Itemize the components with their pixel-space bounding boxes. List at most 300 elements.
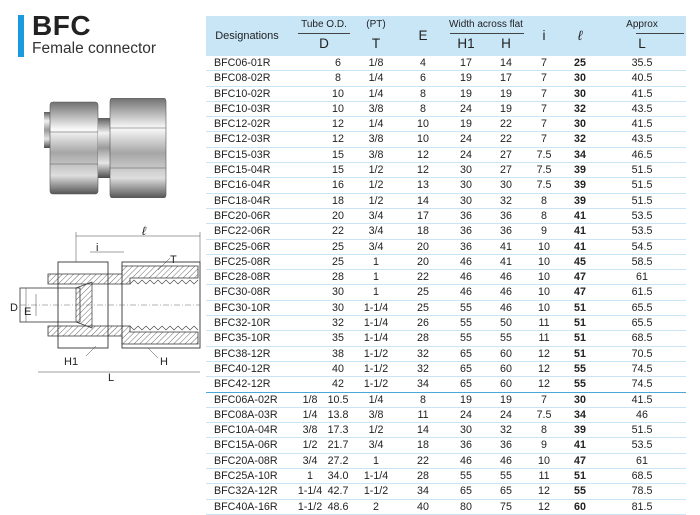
i-cell: 12 xyxy=(538,500,550,513)
i-cell: 7.5 xyxy=(536,408,552,421)
length-cell: 35.5 xyxy=(631,57,653,69)
table-row xyxy=(206,101,686,116)
thread-cell: 3/8 xyxy=(368,133,384,146)
ell-cell: 55 xyxy=(574,485,586,498)
thread-cell: 1-1/4 xyxy=(363,317,389,330)
thread-cell: 3/4 xyxy=(368,225,384,238)
e-cell: 34 xyxy=(417,485,429,498)
tube-od-fraction-cell xyxy=(296,132,324,147)
e-cell: 8 xyxy=(420,87,426,100)
designation-cell: BFC32-10R xyxy=(214,317,271,330)
tube-od-cell: 42 xyxy=(332,378,344,391)
i-cell: 11 xyxy=(538,332,550,345)
tube-od-cell: 20 xyxy=(332,209,344,222)
e-cell: 25 xyxy=(417,301,429,314)
tube-od-cell: 17.3 xyxy=(327,424,349,437)
tube-od-cell: 12 xyxy=(332,133,344,146)
tube-od-cell: 35 xyxy=(332,332,344,345)
thread-cell: 1 xyxy=(373,271,379,284)
thread-cell: 1/2 xyxy=(368,179,384,192)
h-cell: 46 xyxy=(500,454,512,467)
table-row xyxy=(206,270,686,285)
tube-od-fraction-cell xyxy=(296,331,324,346)
length-cell: 53.5 xyxy=(631,225,653,238)
label-ell: ℓ xyxy=(142,224,146,238)
h-cell: 27 xyxy=(500,164,512,177)
designation-cell: BFC06-01R xyxy=(214,57,271,69)
tube-od-fraction-cell: 1/2 xyxy=(302,439,318,452)
thread-cell: 1/2 xyxy=(368,194,384,207)
col-t: T xyxy=(371,36,381,51)
table-row xyxy=(206,453,686,468)
ell-cell: 41 xyxy=(574,209,586,222)
thread-cell: 1/2 xyxy=(368,164,384,177)
designation-cell: BFC22-06R xyxy=(214,225,271,238)
ell-cell: 32 xyxy=(574,102,586,115)
length-cell: 65.5 xyxy=(631,301,653,314)
length-cell: 46.5 xyxy=(631,148,653,161)
thread-cell: 1 xyxy=(373,286,379,299)
tube-od-fraction-cell xyxy=(296,361,324,376)
col-h1: H1 xyxy=(457,36,475,51)
e-cell: 32 xyxy=(417,347,429,360)
table-row xyxy=(206,86,686,101)
i-cell: 10 xyxy=(538,286,550,299)
h1-cell: 80 xyxy=(460,500,472,513)
i-cell: 10 xyxy=(538,255,550,268)
e-cell: 34 xyxy=(417,378,429,391)
e-cell: 8 xyxy=(420,102,426,115)
length-cell: 65.5 xyxy=(631,317,653,330)
thread-cell: 2 xyxy=(373,500,379,513)
h-cell: 55 xyxy=(500,470,512,483)
thread-cell: 1-1/2 xyxy=(363,347,389,360)
ell-cell: 55 xyxy=(574,362,586,375)
designation-cell: BFC18-04R xyxy=(214,194,271,207)
table-row xyxy=(206,300,686,315)
designation-cell: BFC25A-10R xyxy=(214,470,278,483)
tube-od-fraction-cell xyxy=(296,56,324,71)
i-cell: 7.5 xyxy=(536,164,552,177)
h1-cell: 46 xyxy=(460,286,472,299)
h-cell: 17 xyxy=(500,72,512,85)
tube-od-fraction-cell xyxy=(296,270,324,285)
table-row xyxy=(206,178,686,193)
thread-cell: 1-1/4 xyxy=(363,301,389,314)
table-row xyxy=(206,132,686,147)
h1-cell: 30 xyxy=(460,194,472,207)
length-cell: 61 xyxy=(636,454,648,467)
h-cell: 22 xyxy=(500,118,512,131)
table-row xyxy=(206,331,686,346)
h-cell: 46 xyxy=(500,301,512,314)
table-row xyxy=(206,423,686,438)
e-cell: 17 xyxy=(417,209,429,222)
thread-cell: 3/4 xyxy=(368,209,384,222)
table-row xyxy=(206,469,686,484)
e-cell: 8 xyxy=(420,393,426,406)
tube-od-fraction-cell xyxy=(296,224,324,239)
tube-od-fraction-cell xyxy=(296,208,324,223)
e-cell: 26 xyxy=(417,317,429,330)
h1-cell: 65 xyxy=(460,347,472,360)
i-cell: 10 xyxy=(538,240,550,253)
designation-cell: BFC38-12R xyxy=(214,347,271,360)
tube-od-fraction-cell xyxy=(296,117,324,132)
i-cell: 7 xyxy=(541,393,547,406)
table-row xyxy=(206,407,686,422)
h1-cell: 55 xyxy=(460,470,472,483)
tube-od-cell: 32 xyxy=(332,317,344,330)
tube-od-cell: 8 xyxy=(335,72,341,85)
tube-od-cell: 13.8 xyxy=(327,408,349,421)
i-cell: 7 xyxy=(541,102,547,115)
label-i: i xyxy=(96,242,99,254)
ell-cell: 47 xyxy=(574,454,586,467)
length-cell: 70.5 xyxy=(631,347,653,360)
h-cell: 36 xyxy=(500,209,512,222)
h-cell: 32 xyxy=(500,424,512,437)
designation-cell: BFC10-03R xyxy=(214,102,271,115)
tube-od-cell: 48.6 xyxy=(327,500,349,513)
col-i: i xyxy=(542,28,546,43)
ell-cell: 39 xyxy=(574,179,586,192)
tube-od-cell: 15 xyxy=(332,148,344,161)
table-row xyxy=(206,224,686,239)
ell-cell: 39 xyxy=(574,164,586,177)
table-row xyxy=(206,56,686,71)
tube-od-fraction-cell xyxy=(296,239,324,254)
col-d: D xyxy=(319,36,329,51)
e-cell: 40 xyxy=(417,500,429,513)
h1-cell: 65 xyxy=(460,362,472,375)
tube-od-fraction-cell: 3/4 xyxy=(302,454,318,467)
tube-od-cell: 38 xyxy=(332,347,344,360)
designation-cell: BFC08-02R xyxy=(214,72,271,85)
e-cell: 18 xyxy=(417,439,429,452)
ell-cell: 30 xyxy=(574,393,586,406)
e-cell: 6 xyxy=(420,72,426,85)
h1-cell: 46 xyxy=(460,271,472,284)
table-row xyxy=(206,239,686,254)
tube-od-cell: 27.2 xyxy=(327,454,349,467)
h-cell: 65 xyxy=(500,485,512,498)
col-tube-od: Tube O.D. xyxy=(301,19,347,30)
designation-cell: BFC25-06R xyxy=(214,240,271,253)
h-cell: 19 xyxy=(500,87,512,100)
table-row xyxy=(206,193,686,208)
ell-cell: 51 xyxy=(574,317,586,330)
h1-cell: 46 xyxy=(460,454,472,467)
tube-od-cell: 16 xyxy=(332,179,344,192)
designation-cell: BFC30-10R xyxy=(214,301,271,314)
length-cell: 61.5 xyxy=(631,286,653,299)
tube-od-cell: 40 xyxy=(332,362,344,375)
length-cell: 43.5 xyxy=(631,102,653,115)
table-row xyxy=(206,254,686,269)
i-cell: 12 xyxy=(538,347,550,360)
tube-od-cell: 10 xyxy=(332,87,344,100)
i-cell: 10 xyxy=(538,301,550,314)
thread-cell: 1-1/4 xyxy=(363,470,389,483)
tube-od-fraction-cell xyxy=(296,147,324,162)
designation-cell: BFC30-08R xyxy=(214,286,271,299)
table-row xyxy=(206,499,686,514)
thread-cell: 3/4 xyxy=(368,439,384,452)
designation-cell: BFC25-08R xyxy=(214,255,271,268)
i-cell: 7 xyxy=(541,87,547,100)
length-cell: 53.5 xyxy=(631,439,653,452)
i-cell: 10 xyxy=(538,271,550,284)
length-cell: 41.5 xyxy=(631,393,653,406)
tube-od-fraction-cell xyxy=(296,346,324,361)
length-cell: 53.5 xyxy=(631,209,653,222)
e-cell: 10 xyxy=(417,118,429,131)
accent-bar xyxy=(18,15,24,57)
h1-cell: 55 xyxy=(460,317,472,330)
h1-cell: 30 xyxy=(460,179,472,192)
e-cell: 12 xyxy=(417,148,429,161)
i-cell: 9 xyxy=(541,439,547,452)
h1-cell: 24 xyxy=(460,148,472,161)
tube-od-fraction-cell xyxy=(296,254,324,269)
ell-cell: 30 xyxy=(574,87,586,100)
label-d: D xyxy=(10,302,18,314)
i-cell: 7 xyxy=(541,57,547,69)
length-cell: 51.5 xyxy=(631,424,653,437)
i-cell: 10 xyxy=(538,454,550,467)
tube-od-fraction-cell: 1/8 xyxy=(302,393,318,406)
h-cell: 75 xyxy=(500,500,512,513)
e-cell: 20 xyxy=(417,240,429,253)
table-row xyxy=(206,316,686,331)
h-cell: 36 xyxy=(500,439,512,452)
ell-cell: 45 xyxy=(574,255,586,268)
tube-od-cell: 12 xyxy=(332,118,344,131)
designation-cell: BFC20-06R xyxy=(214,209,271,222)
ell-cell: 34 xyxy=(574,148,586,161)
h1-cell: 36 xyxy=(460,240,472,253)
tube-od-cell: 25 xyxy=(332,240,344,253)
h-cell: 41 xyxy=(500,255,512,268)
tube-od-fraction-cell: 1-1/4 xyxy=(297,485,323,498)
i-cell: 12 xyxy=(538,485,550,498)
col-ell: ℓ xyxy=(577,28,583,43)
tube-od-cell: 28 xyxy=(332,271,344,284)
designation-cell: BFC10-02R xyxy=(214,87,271,100)
h-cell: 55 xyxy=(500,332,512,345)
i-cell: 12 xyxy=(538,362,550,375)
designation-cell: BFC15-03R xyxy=(214,148,271,161)
h1-cell: 55 xyxy=(460,301,472,314)
ell-cell: 34 xyxy=(574,408,586,421)
tube-od-cell: 30 xyxy=(332,301,344,314)
designation-cell: BFC10A-04R xyxy=(214,424,278,437)
length-cell: 43.5 xyxy=(631,133,653,146)
thread-cell: 3/8 xyxy=(368,408,384,421)
thread-cell: 1-1/2 xyxy=(363,485,389,498)
length-cell: 54.5 xyxy=(631,240,653,253)
tube-od-cell: 25 xyxy=(332,255,344,268)
length-cell: 46 xyxy=(636,408,648,421)
thread-cell: 1/8 xyxy=(368,57,384,69)
h1-cell: 36 xyxy=(460,439,472,452)
h-cell: 24 xyxy=(500,408,512,421)
e-cell: 22 xyxy=(417,454,429,467)
thread-cell: 1-1/4 xyxy=(363,332,389,345)
i-cell: 12 xyxy=(538,378,550,391)
i-cell: 7.5 xyxy=(536,179,552,192)
h-cell: 60 xyxy=(500,347,512,360)
i-cell: 11 xyxy=(538,317,550,330)
table-row xyxy=(206,163,686,178)
designation-cell: BFC35-10R xyxy=(214,332,271,345)
ell-cell: 51 xyxy=(574,301,586,314)
ell-cell: 51 xyxy=(574,332,586,345)
ell-cell: 51 xyxy=(574,470,586,483)
ell-cell: 39 xyxy=(574,424,586,437)
h1-cell: 30 xyxy=(460,424,472,437)
e-cell: 18 xyxy=(417,225,429,238)
i-cell: 7.5 xyxy=(536,148,552,161)
table-row xyxy=(206,147,686,162)
thread-cell: 3/8 xyxy=(368,102,384,115)
ell-cell: 30 xyxy=(574,118,586,131)
label-e: E xyxy=(24,306,32,318)
e-cell: 4 xyxy=(420,57,426,69)
i-cell: 11 xyxy=(538,470,550,483)
ell-cell: 60 xyxy=(574,500,586,513)
e-cell: 14 xyxy=(417,194,429,207)
tube-od-fraction-cell xyxy=(296,163,324,178)
col-approx: Approx xyxy=(626,19,658,30)
h-cell: 14 xyxy=(500,57,512,69)
e-cell: 10 xyxy=(417,133,429,146)
length-cell: 68.5 xyxy=(631,332,653,345)
e-cell: 25 xyxy=(417,286,429,299)
table-row xyxy=(206,208,686,223)
col-e: E xyxy=(418,28,428,43)
h-cell: 36 xyxy=(500,225,512,238)
tube-od-fraction-cell: 1 xyxy=(307,470,313,483)
tube-od-fraction-cell xyxy=(296,316,324,331)
tube-od-cell: 10 xyxy=(332,102,344,115)
product-code: BFC xyxy=(32,10,92,41)
product-name: Female connector xyxy=(32,40,157,57)
e-cell: 22 xyxy=(417,271,429,284)
length-cell: 51.5 xyxy=(631,179,653,192)
h1-cell: 55 xyxy=(460,332,472,345)
h1-cell: 19 xyxy=(460,118,472,131)
ell-cell: 25 xyxy=(574,57,586,69)
designation-cell: BFC20A-08R xyxy=(214,454,278,467)
cross-section-drawing xyxy=(18,222,206,392)
label-h1: H1 xyxy=(64,356,79,368)
thread-cell: 1/4 xyxy=(368,393,384,406)
designation-cell: BFC08A-03R xyxy=(214,408,278,421)
length-cell: 74.5 xyxy=(631,362,653,375)
fitting-photo xyxy=(40,98,168,198)
e-cell: 20 xyxy=(417,255,429,268)
designation-cell: BFC16-04R xyxy=(214,179,271,192)
i-cell: 8 xyxy=(541,209,547,222)
length-cell: 41.5 xyxy=(631,118,653,131)
designation-cell: BFC42-12R xyxy=(214,378,271,391)
tube-od-cell: 34.0 xyxy=(327,470,349,483)
col-pt: (PT) xyxy=(366,19,386,30)
tube-od-fraction-cell xyxy=(296,193,324,208)
designation-cell: BFC32A-12R xyxy=(214,485,278,498)
designation-cell: BFC28-08R xyxy=(214,271,271,284)
ell-cell: 30 xyxy=(574,72,586,85)
i-cell: 7 xyxy=(541,72,547,85)
h1-cell: 19 xyxy=(460,393,472,406)
h-cell: 60 xyxy=(500,378,512,391)
e-cell: 28 xyxy=(417,332,429,345)
ell-cell: 51 xyxy=(574,347,586,360)
thread-cell: 1/2 xyxy=(368,424,384,437)
ell-cell: 41 xyxy=(574,240,586,253)
length-cell: 51.5 xyxy=(631,194,653,207)
thread-cell: 3/8 xyxy=(368,148,384,161)
tube-od-fraction-cell xyxy=(296,86,324,101)
tube-od-fraction-cell xyxy=(296,71,324,86)
length-cell: 40.5 xyxy=(631,72,653,85)
i-cell: 8 xyxy=(541,424,547,437)
h-cell: 32 xyxy=(500,194,512,207)
h-cell: 30 xyxy=(500,179,512,192)
h1-cell: 24 xyxy=(460,102,472,115)
designation-cell: BFC12-02R xyxy=(214,118,271,131)
tube-od-fraction-cell: 1/4 xyxy=(302,408,318,421)
h-cell: 27 xyxy=(500,148,512,161)
tube-od-fraction-cell: 1-1/2 xyxy=(297,500,323,513)
h1-cell: 19 xyxy=(460,87,472,100)
h1-cell: 46 xyxy=(460,255,472,268)
tube-od-cell: 21.7 xyxy=(327,439,349,452)
table-row xyxy=(206,71,686,86)
length-cell: 41.5 xyxy=(631,87,653,100)
thread-cell: 1/4 xyxy=(368,118,384,131)
ell-cell: 55 xyxy=(574,378,586,391)
tube-od-cell: 18 xyxy=(332,194,344,207)
table-row xyxy=(206,117,686,132)
h1-cell: 24 xyxy=(460,408,472,421)
tube-od-fraction-cell: 3/8 xyxy=(302,424,318,437)
designation-cell: BFC40-12R xyxy=(214,362,271,375)
h1-cell: 24 xyxy=(460,133,472,146)
col-designations: Designations xyxy=(215,30,279,42)
h-cell: 41 xyxy=(500,240,512,253)
length-cell: 58.5 xyxy=(631,255,653,268)
h1-cell: 36 xyxy=(460,225,472,238)
tube-od-fraction-cell xyxy=(296,285,324,300)
table-row xyxy=(206,438,686,453)
tube-od-cell: 42.7 xyxy=(327,485,349,498)
tube-od-cell: 6 xyxy=(335,57,341,69)
table-row xyxy=(206,361,686,376)
table-row xyxy=(206,392,686,407)
table-row xyxy=(206,377,686,392)
tube-od-cell: 15 xyxy=(332,164,344,177)
designation-cell: BFC12-03R xyxy=(214,133,271,146)
length-cell: 68.5 xyxy=(631,470,653,483)
ell-cell: 47 xyxy=(574,286,586,299)
i-cell: 8 xyxy=(541,194,547,207)
col-l: L xyxy=(638,36,646,51)
tube-od-cell: 22 xyxy=(332,225,344,238)
e-cell: 11 xyxy=(417,408,429,421)
